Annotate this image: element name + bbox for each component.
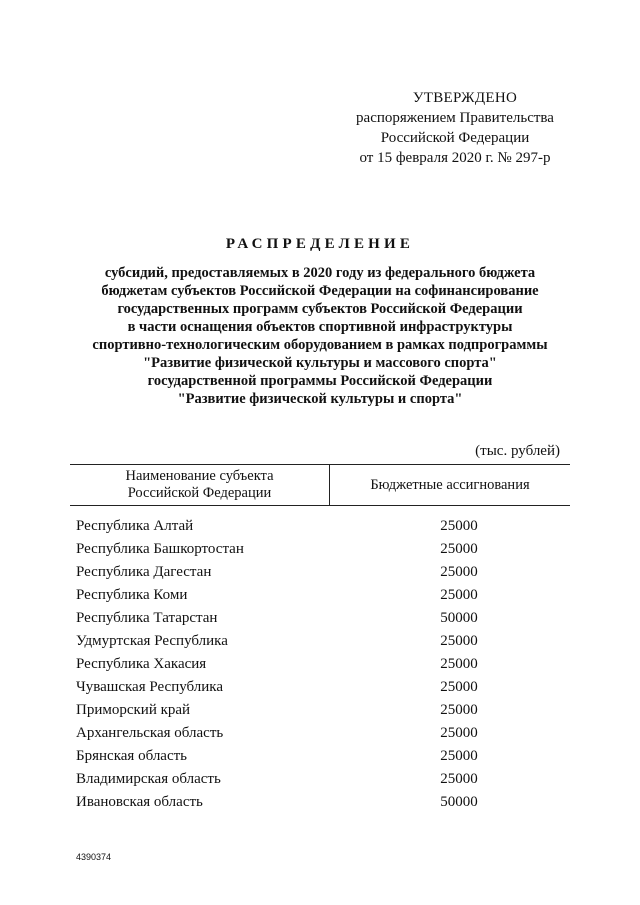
subtitle-line: бюджетам субъектов Российской Федерации на софинансирование bbox=[101, 283, 539, 299]
subtitle-line: спортивно-технологическим оборудованием в рамках подпрограммы bbox=[92, 337, 548, 353]
budget-amount: 25000 bbox=[440, 771, 478, 787]
subject-name: Брянская область bbox=[76, 748, 188, 764]
column-header-subject-line: Российской Федерации bbox=[127, 485, 272, 501]
document-code: 4390374 bbox=[76, 852, 112, 862]
subject-name: Приморский край bbox=[76, 702, 191, 718]
table-row bbox=[76, 794, 570, 817]
subtitle-line: государственной программы Российской Федерации bbox=[147, 373, 493, 389]
table-row bbox=[76, 610, 570, 633]
table-row bbox=[76, 564, 570, 587]
table-row bbox=[76, 702, 570, 725]
table-row bbox=[76, 679, 570, 702]
subject-name: Республика Дагестан bbox=[76, 564, 212, 580]
approval-block bbox=[340, 88, 570, 168]
table-row bbox=[76, 725, 570, 748]
subject-name: Архангельская область bbox=[76, 725, 224, 741]
subject-name: Республика Хакасия bbox=[76, 656, 207, 672]
column-header-budget bbox=[330, 465, 570, 505]
budget-amount: 50000 bbox=[440, 794, 478, 810]
budget-amount: 25000 bbox=[440, 541, 478, 557]
budget-amount: 25000 bbox=[440, 679, 478, 695]
approval-date-number: от 15 февраля 2020 г. № 297-р bbox=[359, 150, 551, 166]
subject-name: Республика Коми bbox=[76, 587, 188, 603]
budget-amount: 25000 bbox=[440, 518, 478, 534]
subject-name: Республика Татарстан bbox=[76, 610, 218, 626]
column-header-subject bbox=[70, 465, 330, 505]
table-header bbox=[70, 464, 570, 506]
subject-name: Республика Алтай bbox=[76, 518, 194, 534]
budget-amount: 25000 bbox=[440, 633, 478, 649]
table-row bbox=[76, 656, 570, 679]
document-subtitle bbox=[60, 264, 580, 408]
budget-amount: 25000 bbox=[440, 587, 478, 603]
subject-name: Ивановская область bbox=[76, 794, 203, 810]
budget-amount: 50000 bbox=[440, 610, 478, 626]
table-row bbox=[76, 518, 570, 541]
budget-amount: 25000 bbox=[440, 656, 478, 672]
budget-amount: 25000 bbox=[440, 748, 478, 764]
table-row bbox=[76, 587, 570, 610]
table-row bbox=[76, 771, 570, 794]
subtitle-line: "Развитие физической культуры и спорта" bbox=[177, 391, 463, 407]
approval-line: распоряжением Правительства bbox=[356, 110, 554, 126]
subtitle-line: в части оснащения объектов спортивной инфраструктуры bbox=[127, 319, 513, 335]
table-row bbox=[76, 541, 570, 564]
budget-amount: 25000 bbox=[440, 564, 478, 580]
subject-name: Удмуртская Республика bbox=[76, 633, 228, 649]
approval-heading: УТВЕРЖДЕНО bbox=[412, 90, 518, 106]
subject-name: Республика Башкортостан bbox=[76, 541, 244, 557]
subject-name: Чувашская Республика bbox=[76, 679, 224, 695]
document-title: РАСПРЕДЕЛЕНИЕ bbox=[225, 236, 415, 252]
approval-line: Российской Федерации bbox=[380, 130, 530, 146]
column-header-budget-label: Бюджетные ассигнования bbox=[370, 476, 530, 493]
subtitle-line: субсидий, предоставляемых в 2020 году из федерального бюджета bbox=[104, 265, 536, 281]
subtitle-line: государственных программ субъектов Российской Федерации bbox=[117, 301, 523, 317]
table-body bbox=[76, 518, 570, 817]
budget-amount: 25000 bbox=[440, 702, 478, 718]
table-row bbox=[76, 748, 570, 771]
budget-amount: 25000 bbox=[440, 725, 478, 741]
column-header-subject-line: Наименование субъекта bbox=[125, 468, 274, 484]
units-label: (тыс. рублей) bbox=[475, 443, 560, 459]
subject-name: Владимирская область bbox=[76, 771, 221, 787]
subtitle-line: "Развитие физической культуры и массового спорта" bbox=[143, 355, 497, 371]
table-row bbox=[76, 633, 570, 656]
